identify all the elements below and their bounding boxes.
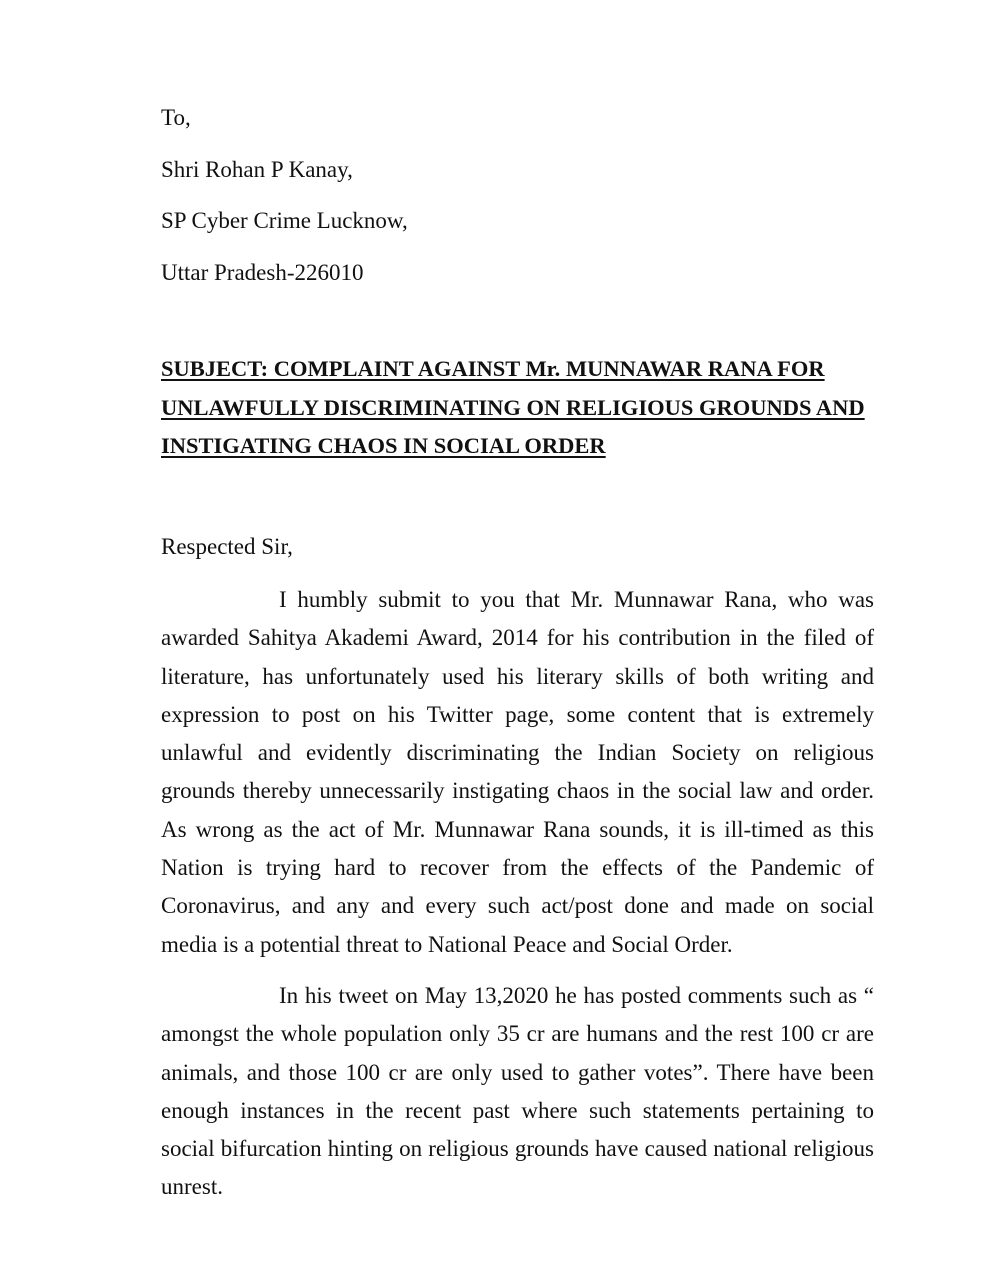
- body-paragraph-2: In his tweet on May 13,2020 he has posted comments such as “ amongst the whole population only 35 cr are humans and the rest 100 cr are animals, and those 100 cr are only used to gather votes”. There have been enough instances in the recent past where such statements pertaining to social bifurcation hinting on religious grounds have caused national religious unrest.: [161, 983, 874, 1200]
- address-greeting: To,: [161, 105, 191, 130]
- salutation: Respected Sir,: [161, 534, 293, 559]
- recipient-location: Uttar Pradesh-226010: [161, 259, 364, 285]
- recipient-address: [161, 92, 408, 298]
- recipient-office: SP Cyber Crime Lucknow,: [161, 208, 408, 233]
- subject-heading: SUBJECT: COMPLAINT AGAINST Mr. MUNNAWAR RANA FOR UNLAWFULLY DISCRIMINATING ON RELIGIOUS GROUNDS AND INSTIGATING CHAOS IN SOCIAL ORDER: [161, 356, 865, 458]
- recipient-name: Shri Rohan P Kanay,: [161, 156, 353, 182]
- body-paragraph-1: I humbly submit to you that Mr. Munnawar Rana, who was awarded Sahitya Akademi Award, 2014 for his contribution in the filed of literature, has unfortunately used his literary skills of both writing and expression to post on his Twitter page, some content that is extremely unlawful and evidently discriminating the Indian Society on religious grounds thereby unnecessarily instigating chaos in the social law and order. As wrong as the act of Mr. Munnawar Rana sounds, it is ill-timed as this Nation is trying hard to recover from the effects of the Pandemic of Coronavirus, and any and every such act/post done and made on social media is a potential threat to National Peace and Social Order.: [161, 587, 874, 957]
